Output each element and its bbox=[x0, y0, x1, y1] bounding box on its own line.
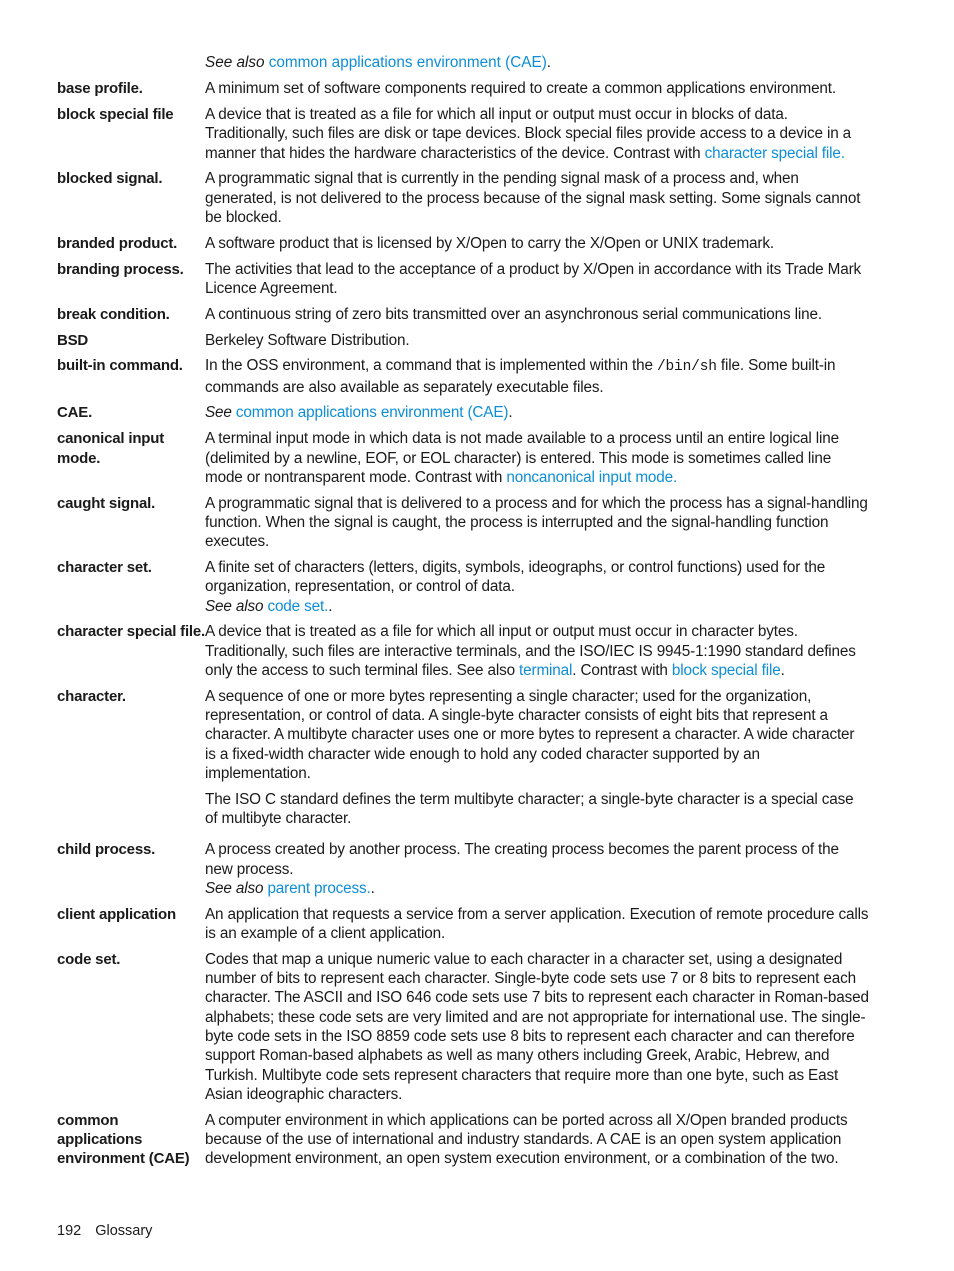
glossary-term: break condition. bbox=[57, 305, 170, 323]
glossary-term: BSD bbox=[57, 331, 89, 349]
glossary-term: canonical input mode. bbox=[57, 430, 165, 467]
glossary-entry bbox=[57, 105, 869, 163]
glossary-entry bbox=[57, 260, 869, 299]
glossary-definition: A device that is treated as a file for which all input or output must occur in character bytes. Traditionally, such files are interactive terminals, and the ISO/IEC IS 9945-1:1990 standard defines only the access to such terminal files. See also terminal. Contrast with block special file. bbox=[205, 623, 856, 680]
glossary-term: caught signal. bbox=[57, 494, 156, 512]
link-parent-process[interactable]: parent process. bbox=[267, 879, 371, 897]
glossary-definition: Berkeley Software Distribution. bbox=[205, 331, 410, 349]
footer-section: Glossary bbox=[95, 1223, 153, 1239]
glossary-term: CAE. bbox=[57, 404, 93, 422]
link-cae[interactable]: common applications environment (CAE) bbox=[268, 54, 547, 71]
glossary-definition: An application that requests a service from a server application. Execution of remote procedure calls is an example of a client application. bbox=[205, 905, 869, 943]
link-terminal[interactable]: terminal bbox=[519, 662, 573, 680]
glossary-entry bbox=[57, 905, 869, 944]
glossary-entry bbox=[57, 622, 869, 680]
glossary-definition: See common applications environment (CAE). bbox=[205, 404, 513, 422]
page-number: 192 bbox=[57, 1223, 82, 1239]
glossary-term: client application bbox=[57, 905, 176, 923]
glossary-definition: Codes that map a unique numeric value to each character in a character set, using a designated number of bits to represent each character. Single-byte code sets use 7 or 8 bits to represent each character. The ASCII and ISO 646 code sets use 7 bits to represent each character in Roman-based alphabets; these code sets are very limited and are not appropriate for international use. The single-byte code sets in the ISO 8859 code sets use 8 bits to represent each character and can therefore support Roman-based alphabets as well as many others including Greek, Arabic, Hebrew, and Turkish. Multibyte code sets represent characters that require more than one byte, such as East Asian ideographic characters. bbox=[205, 950, 869, 1103]
link-cae[interactable]: common applications environment (CAE) bbox=[235, 404, 509, 422]
glossary-term: branded product. bbox=[57, 234, 178, 252]
glossary-entry bbox=[57, 331, 869, 350]
glossary-term: block special file bbox=[57, 106, 174, 124]
glossary-definition: A device that is treated as a file for which all input or output must occur in blocks of data. Traditionally, such files are disk or tape devices. Block special files provide access to a device in a manner that hides the hardware characteristics of the device. Contrast with character special file. bbox=[205, 106, 852, 162]
glossary-definition: A programmatic signal that is currently in the pending signal mask of a process and, when generated, is not delivered to the process because of the signal mask setting. Some signals cannot be blocked. bbox=[205, 170, 861, 227]
glossary-definition: A process created by another process. The creating process becomes the parent process of the new process. See also parent process.. bbox=[205, 841, 839, 897]
glossary-term: branding process. bbox=[57, 260, 184, 278]
glossary-definition: A finite set of characters (letters, digits, symbols, ideographs, or control functions) used for the organization, representation, or control of data. See also code set.. bbox=[205, 559, 826, 615]
glossary-term: character set. bbox=[57, 559, 152, 577]
glossary-definition: A terminal input mode in which data is not made available to a process until an entire logical line (delimited by a newline, EOF, or EOL character) is entered. This mode is sometimes called line mode or nontransparent mode. Contrast with noncanonical input mode. bbox=[205, 430, 839, 486]
page-footer bbox=[57, 1222, 152, 1241]
glossary-term: common applications environment (CAE) bbox=[57, 1111, 190, 1168]
code-path: /bin/sh bbox=[656, 359, 717, 376]
link-code-set[interactable]: code set. bbox=[267, 597, 329, 615]
glossary-entry bbox=[57, 840, 869, 898]
glossary-definition: The activities that lead to the acceptance of a product by X/Open in accordance with its Trade Mark Licence Agreement. bbox=[205, 260, 862, 297]
glossary-entry bbox=[57, 79, 869, 98]
link-character-special-file[interactable]: character special file. bbox=[704, 144, 845, 162]
glossary-definition: A minimum set of software components required to create a common applications environment. bbox=[205, 80, 836, 98]
link-block-special-file[interactable]: block special file bbox=[671, 662, 781, 680]
glossary-entry bbox=[57, 950, 869, 1104]
glossary-entry bbox=[57, 234, 869, 253]
glossary-definition: In the OSS environment, a command that is implemented within the /bin/sh file. Some built-in commands are also available as separately executable files. bbox=[205, 357, 836, 396]
glossary-definition: A computer environment in which applications can be ported across all X/Open branded products because of the use of international and industry standards. A CAE is an open system application development environment, an open system execution environment, or a combination of the two. bbox=[205, 1111, 848, 1168]
glossary-term: base profile. bbox=[57, 80, 143, 98]
glossary-term: code set. bbox=[57, 950, 121, 968]
glossary-term: built-in command. bbox=[57, 357, 183, 375]
glossary-entry bbox=[57, 687, 869, 829]
glossary-entry bbox=[57, 1111, 869, 1169]
glossary-term: character. bbox=[57, 687, 126, 705]
glossary-page bbox=[57, 53, 869, 1175]
lead-see-also: See also common applications environment (CAE). bbox=[205, 54, 552, 71]
glossary-entry bbox=[57, 356, 869, 397]
glossary-term: blocked signal. bbox=[57, 170, 163, 188]
glossary-entry bbox=[57, 305, 869, 324]
glossary-term: child process. bbox=[57, 841, 156, 859]
glossary-entry bbox=[57, 169, 869, 227]
glossary-entry bbox=[57, 494, 869, 552]
link-noncanonical-input-mode[interactable]: noncanonical input mode. bbox=[506, 468, 678, 486]
glossary-entry bbox=[57, 558, 869, 616]
glossary-definition: A software product that is licensed by X/Open to carry the X/Open or UNIX trademark. bbox=[205, 234, 774, 252]
glossary-definition: A programmatic signal that is delivered to a process and for which the process has a signal-handling function. When the signal is caught, the process is interrupted and the signal-handling function executes. bbox=[205, 494, 868, 551]
see-also-label: See also bbox=[205, 54, 265, 71]
glossary-entry bbox=[57, 403, 869, 422]
glossary-term: character special file. bbox=[57, 623, 205, 641]
glossary-definition: A continuous string of zero bits transmitted over an asynchronous serial communications line. bbox=[205, 305, 822, 323]
glossary-definition: A sequence of one or more bytes representing a single character; used for the organization, representation, or control of data. A single-byte character consists of eight bits that represent a character. A multibyte character uses one or more bytes to represent a character. A wide character is a fixed-width character wide enough to hold any coded character supported by an implementation. The ISO C standard defines the term multibyte character; a single-byte character is a special case of multibyte character. bbox=[205, 687, 855, 828]
glossary-entry bbox=[57, 429, 869, 487]
